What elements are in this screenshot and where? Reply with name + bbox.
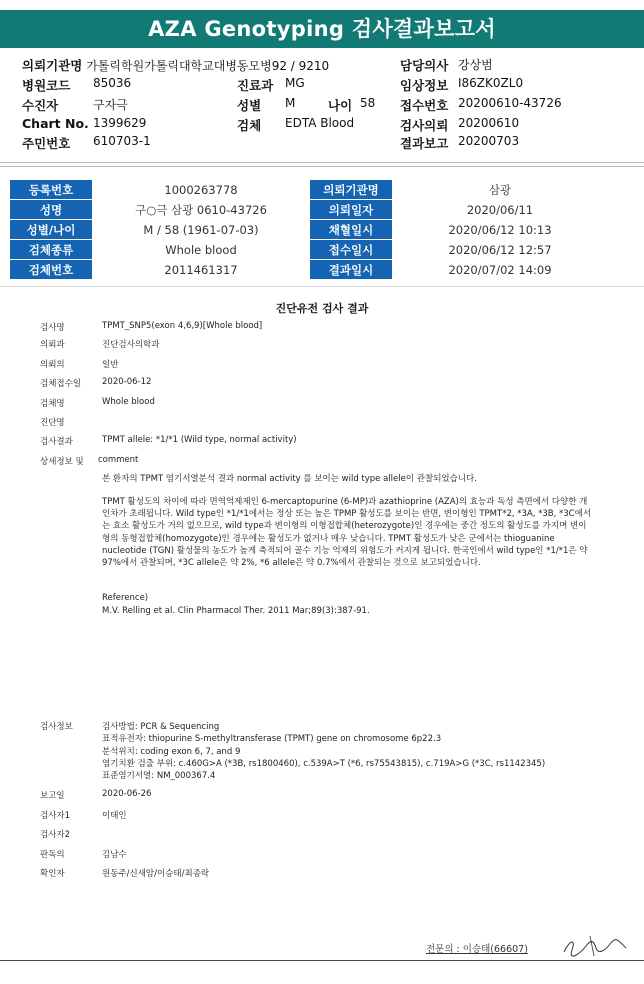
result-value: 2020-06-12 xyxy=(102,377,152,387)
method-line: 염기치환 검출 부위: c.460G>A (*3B, rs1800460), c.539A>T (*6, rs75543815), c.719A>G (*3C, rs1142345) xyxy=(102,759,546,769)
result-label: 확인자 xyxy=(40,869,65,879)
cell-key: 의뢰기관명 xyxy=(310,180,392,200)
cell-key: 채혈일시 xyxy=(310,220,392,240)
cell-key: 의뢰일자 xyxy=(310,200,392,220)
result-value: TPMT allele: *1/*1 (Wild type, normal activity) xyxy=(102,435,297,445)
field-label xyxy=(328,96,352,114)
result-label: 검사명 xyxy=(40,323,65,333)
field-label xyxy=(237,116,261,134)
label-text: 검체 xyxy=(237,118,262,133)
result-label: 검체접수일 xyxy=(40,379,82,389)
method-line: 표준염기서열: NM_000367.4 xyxy=(102,771,216,781)
comment-paragraph: TPMT 활성도의 차이에 따라 면역억제제인 6-mercaptopurine (6-MP)과 azathioprine (AZA)의 효능과 독성 측면에서 다양한 개인차가 초래됩니다. Wild type인 *1/*1에서는 정상 또는 높은 TPMP 활성도를 보이는 반면, 변이형인 TPMT*2, *3A, *3B, *3C에서는 효소 활성도가 거의 없으므로, wild type과 변이형의 이형접합체(heterozygote)인 경우에는 중간 정도의 활성도를 가지며 변이형의 동형접합체(homozygote)인 경우에는 활성도가 없거나 매우 낮습니다. TPMT 활성도가 낮은 군에서는 thioguanine nucleotide (TGN) 활성물의 농도가 높게 축적되어 골수 기능 억제의 위험도가 커지게 됩니다. 한국인에서 wild type인 *1/*1은 약 97%에서 관찰되며, *3C allele은 약 2%, *6 allele은 약 0.7%에서 관찰되는 것으로 보고되었습니다. xyxy=(102,497,592,569)
result-label: 의뢰과 xyxy=(40,340,65,350)
result-value: 진단검사의학과 xyxy=(102,340,160,350)
result-value: comment xyxy=(98,455,139,465)
field-label xyxy=(400,76,448,94)
field-value: 20200703 xyxy=(458,134,520,148)
result-value: 일반 xyxy=(102,360,119,370)
field-label xyxy=(400,116,448,134)
field-value: 구자극 xyxy=(93,98,128,112)
label-text: 접수번호 xyxy=(400,98,449,113)
cell-value: 삼광 xyxy=(488,182,512,197)
label-text: 수진자 xyxy=(22,98,59,113)
table-row xyxy=(10,260,608,280)
result-value: 2020-06-26 xyxy=(102,789,152,799)
field-label xyxy=(22,116,89,131)
cell-value: 구○극 삼광 0610-43726 xyxy=(135,202,267,217)
divider xyxy=(0,162,644,163)
cell-value: 2020/06/11 xyxy=(466,202,534,217)
label-text: 결과보고 xyxy=(400,136,449,151)
result-value: 김남수 xyxy=(102,850,127,860)
label-text: 나이 xyxy=(328,98,353,113)
reference-label: Reference) xyxy=(102,593,149,603)
result-value: 원동주/신새암/이승태/최종락 xyxy=(102,869,210,879)
cell-value: 1000263778 xyxy=(164,182,238,197)
field-label xyxy=(237,76,273,94)
result-label: 검사결과 xyxy=(40,437,73,447)
cell-value: Whole blood xyxy=(165,242,237,257)
label-text: 담당의사 xyxy=(400,58,449,73)
cell-key: 검체종류 xyxy=(10,240,92,260)
result-value: 이태인 xyxy=(102,811,127,821)
cell-key: 성별/나이 xyxy=(10,220,92,240)
field-value: 58 xyxy=(360,96,376,110)
report-title: AZA Genotyping 검사결과보고서 xyxy=(0,10,644,48)
comment-paragraph: 본 환자의 TPMT 염기서열분석 결과 normal activity 를 보이는 wild type allele이 관찰되었습니다. xyxy=(102,474,477,484)
divider xyxy=(0,166,644,167)
patient-info-table xyxy=(10,180,608,280)
table-row xyxy=(10,240,608,260)
result-label: 검사정보 xyxy=(40,722,73,732)
field-label xyxy=(22,96,58,114)
header-field xyxy=(22,56,329,74)
field-value: M xyxy=(285,96,296,110)
cell-key: 결과일시 xyxy=(310,260,392,280)
method-line: 표적유전자: thiopurine S-methyltransferase (TPMT) gene on chromosome 6p22.3 xyxy=(102,734,442,744)
table-row xyxy=(10,220,608,240)
reference-citation: M.V. Relling et al. Clin Pharmacol Ther. 2011 Mar;89(3):387-91. xyxy=(102,606,370,616)
cell-value: 2020/06/12 10:13 xyxy=(448,222,552,237)
result-label: 검체명 xyxy=(40,399,65,409)
result-value: TPMT_SNP5(exon 4,6,9)[Whole blood] xyxy=(102,321,263,331)
result-label: 검사자1 xyxy=(40,811,71,821)
label-text: 진료과 xyxy=(237,78,274,93)
field-value: 1399629 xyxy=(93,116,147,130)
cell-value: M / 58 (1961-07-03) xyxy=(143,222,259,237)
field-label xyxy=(237,96,261,114)
method-line: 검사방법: PCR & Sequencing xyxy=(102,722,220,732)
method-line: 분석위치: coding exon 6, 7, and 9 xyxy=(102,747,241,757)
label-text: 성별 xyxy=(237,98,262,113)
label-text: Chart No. xyxy=(22,116,89,131)
cell-value: 2020/07/02 14:09 xyxy=(448,262,552,277)
field-value: MG xyxy=(285,76,305,90)
cell-key: 등록번호 xyxy=(10,180,92,200)
field-value: 가톨릭학원가톨릭대학교대병동모병92 / 9210 xyxy=(86,59,330,73)
label-text: 검사의뢰 xyxy=(400,118,449,133)
signature-image xyxy=(560,930,630,960)
cell-key: 접수일시 xyxy=(310,240,392,260)
cell-key: 검체번호 xyxy=(10,260,92,280)
field-label xyxy=(400,56,448,74)
result-label: 의뢰의 xyxy=(40,360,65,370)
result-label: 판독의 xyxy=(40,850,65,860)
result-label: 보고일 xyxy=(40,791,65,801)
field-value: EDTA Blood xyxy=(285,116,355,130)
result-value: Whole blood xyxy=(102,397,155,407)
field-label xyxy=(400,134,448,152)
field-label: 병원코드 xyxy=(22,78,71,93)
field-value: 85036 xyxy=(93,76,132,90)
field-value: 강상범 xyxy=(458,58,493,72)
result-label: 검사자2 xyxy=(40,830,71,840)
field-value: 20200610-43726 xyxy=(458,96,562,110)
field-value: 610703-1 xyxy=(93,134,151,148)
field-value: I86ZK0ZL0 xyxy=(458,76,524,90)
cell-value: 2020/06/12 12:57 xyxy=(448,242,552,257)
field-label xyxy=(22,134,70,152)
result-label: 상세정보 및 xyxy=(40,457,84,467)
result-label: 진단명 xyxy=(40,418,65,428)
table-row xyxy=(10,200,608,220)
divider xyxy=(0,960,644,961)
field-label: 의뢰기관명 xyxy=(22,58,83,73)
field-value: 20200610 xyxy=(458,116,520,130)
cell-key: 성명 xyxy=(10,200,92,220)
label-text: 임상정보 xyxy=(400,78,449,93)
label-text: 주민번호 xyxy=(22,136,71,151)
cell-value: 2011461317 xyxy=(164,262,238,277)
signer-name: 전문의 : 이승태(66607) xyxy=(426,944,528,955)
divider xyxy=(0,286,644,287)
table-row xyxy=(10,180,608,200)
report-section-title: 진단유전 검사 결과 xyxy=(275,302,369,315)
field-label xyxy=(400,96,448,114)
header-field xyxy=(22,76,70,94)
